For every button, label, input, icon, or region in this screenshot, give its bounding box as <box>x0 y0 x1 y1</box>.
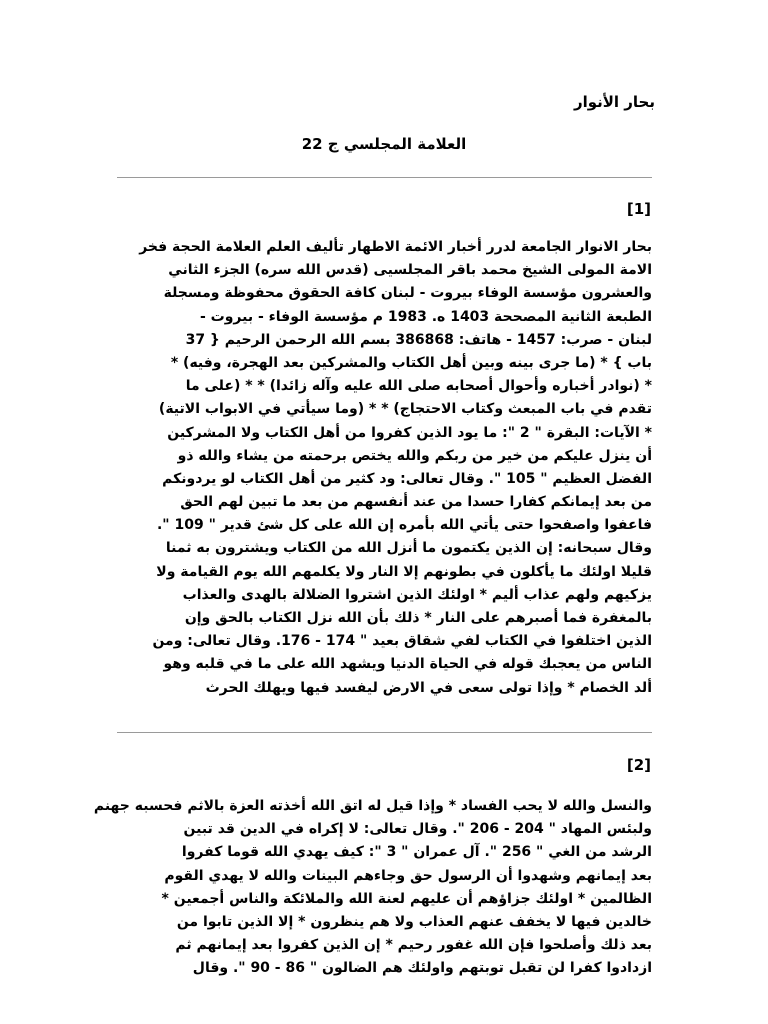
text-line: يزكيهم ولهم عذاب أليم * اولئك الذين اشتروا الضلالة بالهدى والعذاب <box>182 586 652 603</box>
page-text-block <box>93 795 652 981</box>
text-line: والعشرون مؤسسة الوفاء بيروت - لبنان كافة الحقوق محفوظة ومسجلة <box>163 285 652 302</box>
divider <box>117 177 652 178</box>
text-line: لبنان - صرب: 1457 - هاتف: 386868 بسم الله الرحمن الرحيم { 37 <box>185 331 652 348</box>
text-line: ولبئس المهاد " 204 - 206 ". وقال تعالى: لا إكراه في الدين قد تبين <box>183 821 652 838</box>
text-line: وقال سبحانه: إن الذين يكتمون ما أنزل الله من الكتاب ويشترون به ثمنا <box>165 540 652 557</box>
text-line: ألد الخصام * وإذا تولى سعى في الارض ليفسد فيها ويهلك الحرث <box>205 679 652 696</box>
text-line: من بعد إيمانكم كفارا حسدا من عند أنفسهم من بعد ما تبين لهم الحق <box>180 494 652 511</box>
text-line: الظالمين * اولئك جزاؤهم أن عليهم لعنة الله والملائكة والناس أجمعين * <box>161 890 652 907</box>
text-line: ازدادوا كفرا لن تقبل توبتهم واولئك هم الضالون " 86 - 90 ". وقال <box>192 960 652 977</box>
text-line: * (نوادر أخباره وأحوال أصحابه صلى الله عليه وآله زائدا) * * (على ما <box>185 378 652 395</box>
text-line: تقدم في باب المبعث وكتاب الاحتجاج) * * (وما سيأتي في الابواب الاتية) <box>158 401 652 418</box>
text-line: خالدين فيها لا يخفف عنهم العذاب ولا هم ينظرون * إلا الذين تابوا من <box>176 913 652 930</box>
text-line: فاعفوا واصفحوا حتى يأتي الله بأمره إن الله على كل شئ قدير " 109 ". <box>156 517 652 534</box>
text-line: الفضل العظيم " 105 ". وقال تعالى: ود كثير من أهل الكتاب لو يردونكم <box>162 470 652 487</box>
divider <box>117 732 652 733</box>
text-line: قليلا اولئك ما يأكلون في بطونهم إلا النار ولا يكلمهم الله يوم القيامة ولا <box>156 563 652 580</box>
text-line: بعد إيمانهم وشهدوا أن الرسول حق وجاءهم البينات والله لا يهدي القوم <box>164 867 652 884</box>
text-line: بعد ذلك وأصلحوا فإن الله غفور رحيم * إن الذين كفروا بعد إيمانهم ثم <box>175 937 652 954</box>
book-title: بحار الأنوار <box>573 93 655 111</box>
page-number: [2] <box>626 756 651 774</box>
text-line: أن ينزل عليكم من خير من ربكم والله يختص برحمته من يشاء والله ذو <box>177 447 652 464</box>
text-line: * الآيات: البقرة " 2 ": ما يود الذين كفروا من أهل الكتاب ولا المشركين <box>167 424 652 441</box>
text-line: باب } * (ما جرى بينه وبين أهل الكتاب والمشركين بعد الهجرة، وفيه) * <box>170 354 652 371</box>
text-line: الطبعة الثانية المصححة 1403 ه. 1983 م مؤسسة الوفاء - بيروت - <box>199 308 652 325</box>
page-number: [1] <box>626 200 651 218</box>
text-line: بالمغفرة فما أصبرهم على النار * ذلك بأن الله نزل الكتاب بالحق وإن <box>184 610 652 626</box>
page-text-block <box>117 236 652 700</box>
author-volume-heading: العلامة المجلسي ج 22 <box>301 135 467 153</box>
text-line: بحار الانوار الجامعة لدرر أخبار الائمة الاطهار تأليف العلم العلامة الحجة فخر <box>139 239 652 255</box>
text-line: الرشد من الغي " 256 ". آل عمران " 3 ": كيف يهدي الله قوما كفروا <box>181 844 652 861</box>
text-line: الامة المولى الشيخ محمد باقر المجلسيى (قدس الله سره) الجزء الثاني <box>168 262 652 279</box>
text-line: الناس من يعجبك قوله في الحياة الدنيا ويشهد الله على ما في قلبه وهو <box>163 656 652 673</box>
text-line: الذين اختلفوا في الكتاب لفي شقاق بعيد " 174 - 176. وقال تعالى: ومن <box>152 633 652 650</box>
text-line: والنسل والله لا يحب الفساد * وإذا قيل له اتق الله أخذته العزة بالاثم فحسبه جهنم <box>93 798 652 814</box>
